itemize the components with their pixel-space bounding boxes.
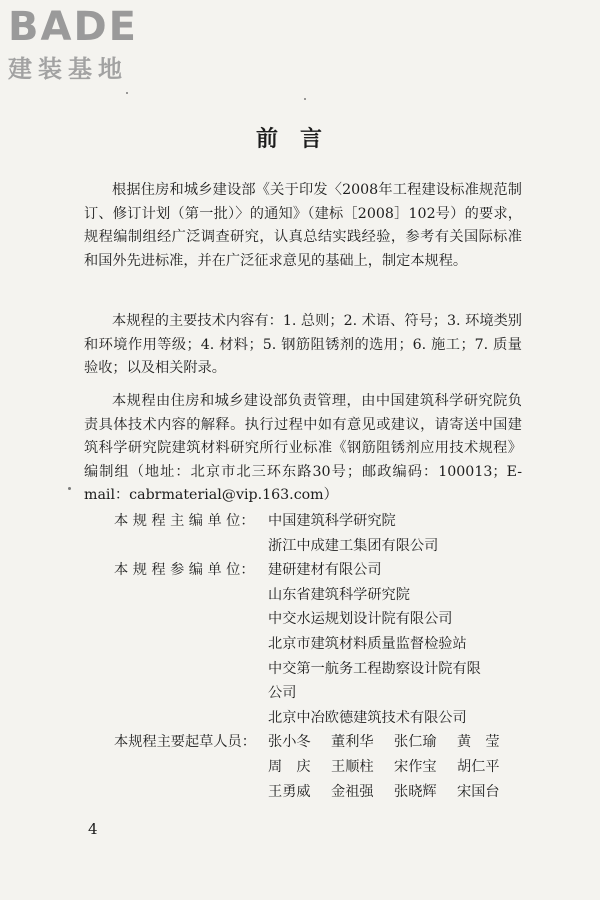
drafters-label: 本规程主要起草人员： (114, 734, 256, 751)
logo-wordmark: BADE (8, 4, 138, 50)
chief-units-row (84, 509, 544, 558)
chief-units-label: 本 规 程 主 编 单 位： (114, 513, 255, 529)
participating-unit: 北京中冶欧德建筑技术有限公司 (268, 709, 467, 726)
drafters-list (268, 730, 544, 804)
drafter-name: 黄 莹 (457, 734, 500, 751)
bade-logo (8, 4, 178, 84)
drafter-name: 金祖强 (331, 783, 374, 800)
participating-unit: 北京市建筑材料质量监督检验站 (268, 635, 467, 652)
drafter-name: 胡仁平 (457, 758, 500, 775)
participating-unit: 建研建材有限公司 (268, 562, 382, 579)
contributors-block (84, 509, 544, 804)
participating-unit: 公司 (268, 685, 297, 702)
drafter-name: 王勇威 (268, 783, 311, 800)
paragraph-management: 本规程由住房和城乡建设部负责管理，由中国建筑科学研究院负责具体技术内容的解释。执行过程中如有意见或建议，请寄送中国建筑科学研究院建筑材料研究所行业标准《钢筋阻锈剂应用技术规程》编制组（地址：北京市北三环东路30号；邮政编码：100013；E-mail：cabrmaterial@vip.163.com） (84, 393, 522, 504)
participating-unit: 中交水运规划设计院有限公司 (268, 611, 453, 628)
paragraph-background: 根据住房和城乡建设部《关于印发〈2008年工程建设标准规范制订、修订计划（第一批）〉的通知》（建标［2008］102号）的要求，规程编制组经广泛调查研究，认真总结实践经验，参考有关国际标准和国外先进标准，并在广泛征求意见的基础上，制定本规程。 (84, 182, 522, 269)
logo-subtitle: 建装基地 (8, 55, 128, 83)
participating-units-row (84, 558, 544, 730)
page-number: 4 (88, 820, 98, 838)
drafter-name: 周 庆 (268, 758, 311, 775)
drafter-name: 张晓辉 (394, 783, 437, 800)
chief-units-list (268, 509, 544, 558)
drafter-name: 王顺柱 (331, 758, 374, 775)
scan-speck (68, 487, 71, 490)
paragraph-contents: 本规程的主要技术内容有：1. 总则；2. 术语、符号；3. 环境类别和环境作用等级；4. 材料；5. 钢筋阻锈剂的选用；6. 施工；7. 质量验收；以及相关附录。 (84, 313, 522, 377)
drafter-name: 张小冬 (268, 734, 311, 751)
drafters-row (84, 730, 544, 804)
participating-unit: 山东省建筑科学研究院 (268, 586, 410, 603)
page-title: 前言 (255, 126, 344, 152)
chief-unit: 浙江中成建工集团有限公司 (268, 537, 439, 554)
scan-speck (126, 92, 128, 94)
drafter-name: 宋作宝 (394, 758, 437, 775)
drafter-name: 董利华 (331, 734, 374, 751)
drafter-name: 张仁瑜 (394, 734, 437, 751)
scan-speck (304, 98, 306, 100)
participating-units-label: 本 规 程 参 编 单 位： (114, 562, 255, 579)
chief-unit: 中国建筑科学研究院 (268, 513, 396, 529)
drafter-name: 宋国台 (457, 783, 500, 800)
participating-units-list (268, 558, 544, 730)
participating-unit: 中交第一航务工程勘察设计院有限 (268, 660, 481, 677)
